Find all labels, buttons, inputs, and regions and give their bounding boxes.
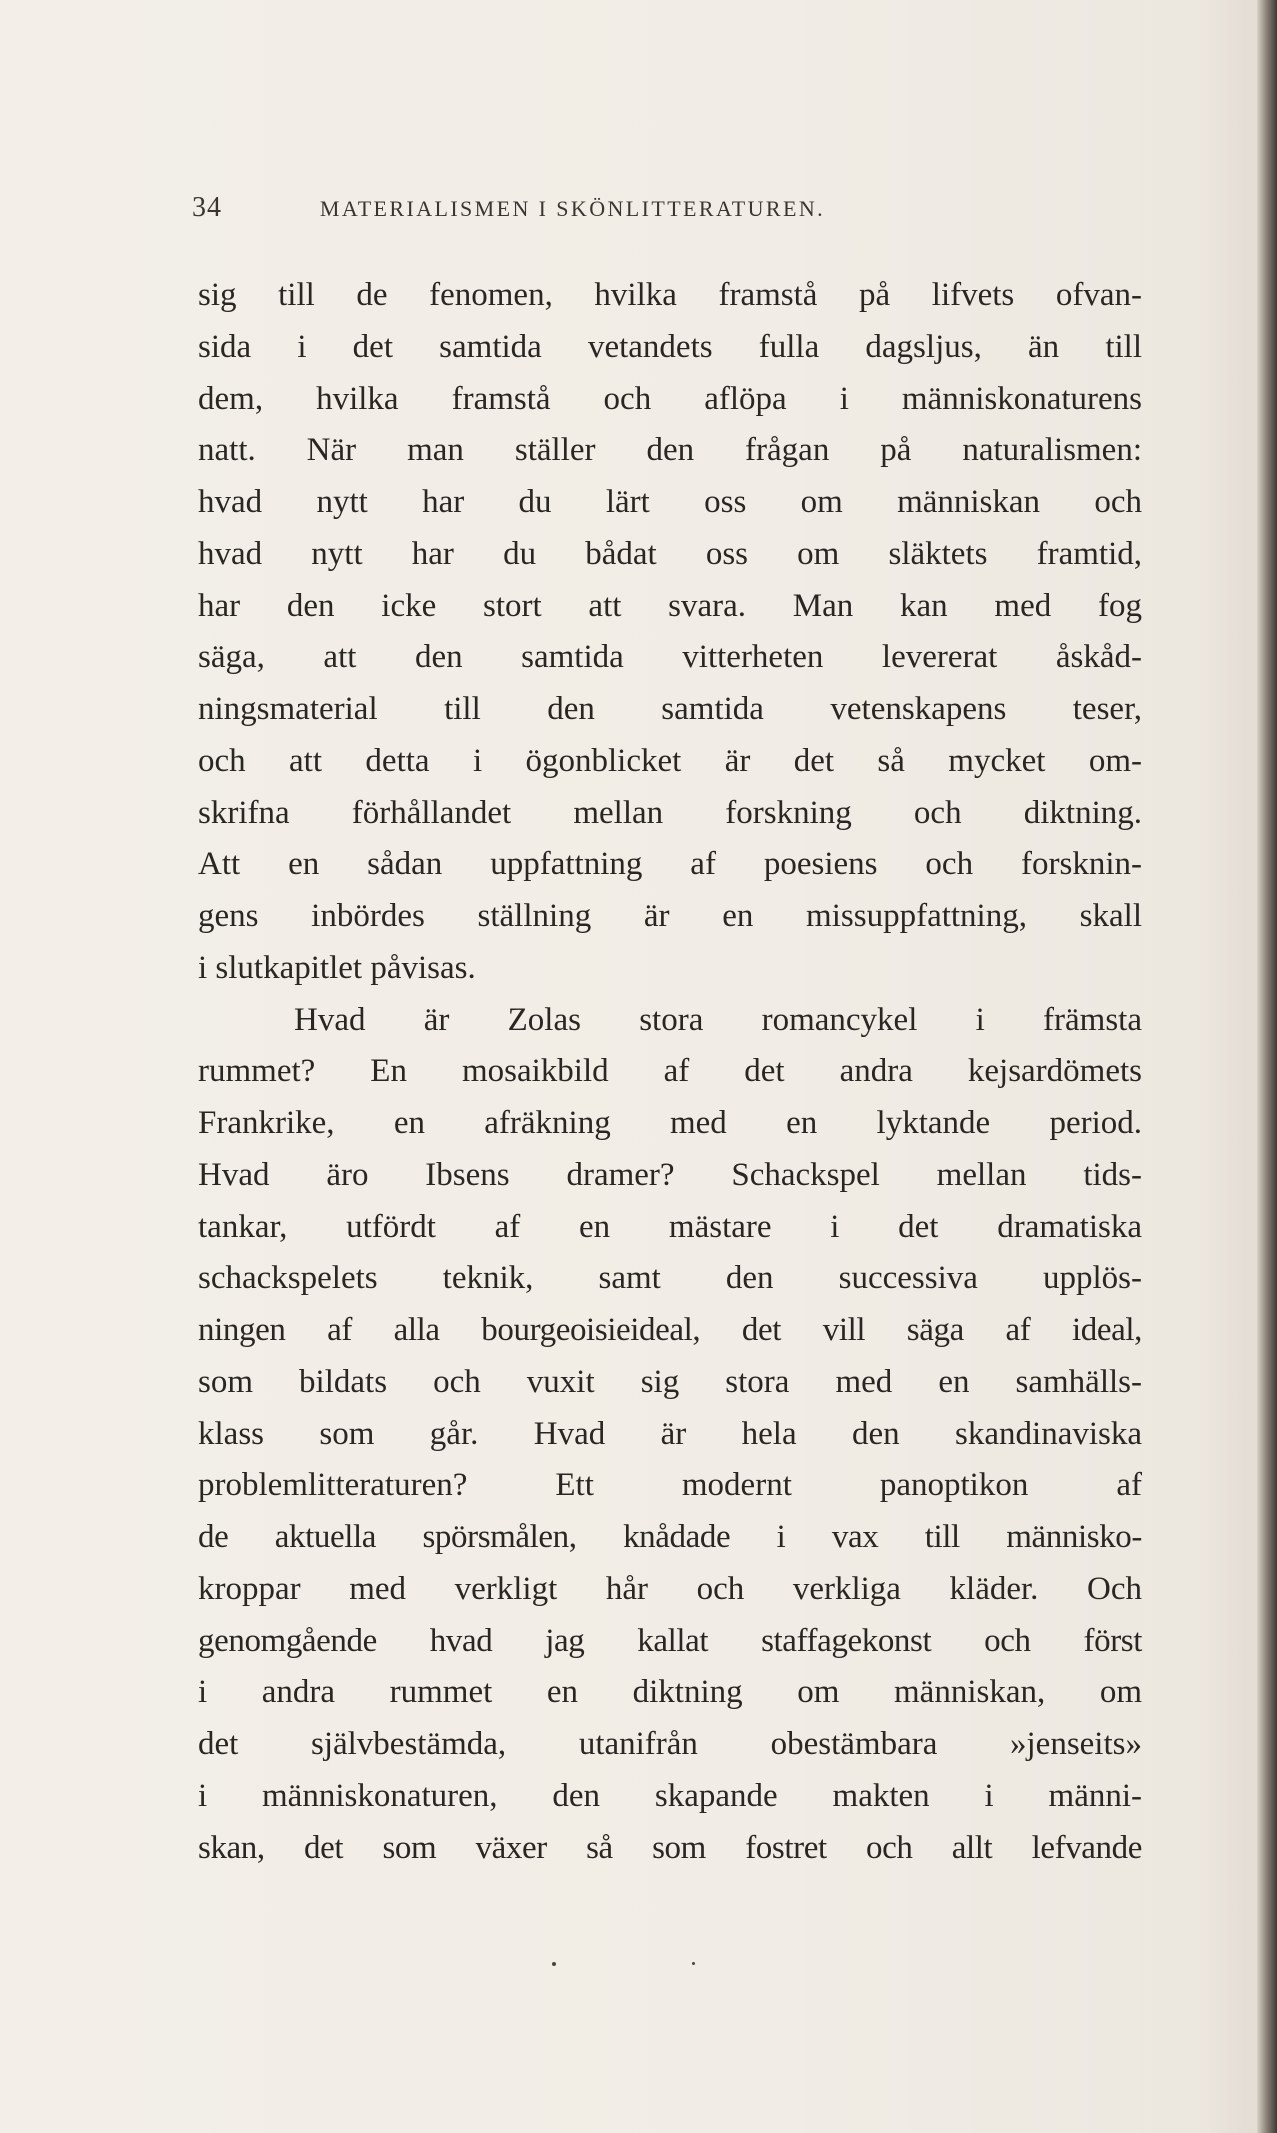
text-line: genomgående hvad jag kallat staffagekonst och först — [198, 1622, 1142, 1659]
text-line: rummet? En mosaikbild af det andra kejsardömets — [198, 1053, 1142, 1090]
ink-speck — [692, 1962, 695, 1965]
page-number: 34 — [192, 192, 222, 223]
text-line: Frankrike, en afräkning med en lyktande period. — [198, 1105, 1142, 1141]
text-line: dem, hvilka framstå och aflöpa i människonaturens — [198, 380, 1142, 417]
text-line: problemlitteraturen? Ett modernt panoptikon af — [198, 1467, 1142, 1504]
text-line: sida i det samtida vetandets fulla dagsljus, än till — [198, 328, 1142, 365]
text-line: hvad nytt har du lärt oss om människan och — [198, 484, 1142, 520]
running-head — [192, 192, 1092, 232]
text-line: schackspelets teknik, samt den successiva upplös- — [198, 1260, 1142, 1297]
text-line: Hvad äro Ibsens dramer? Schackspel mellan tids- — [198, 1156, 1142, 1193]
text-line: natt. När man ställer den frågan på naturalismen: — [198, 432, 1142, 469]
text-line: Att en sådan uppfattning af poesiens och forsknin- — [198, 846, 1142, 883]
text-line: det självbestämda, utanifrån obestämbara »jenseits» — [198, 1726, 1142, 1762]
text-line: har den icke stort att svara. Man kan med fog — [198, 587, 1142, 624]
text-line: de aktuella spörsmålen, knådade i vax till människo- — [198, 1519, 1142, 1555]
text-line: sig till de fenomen, hvilka framstå på lifvets ofvan- — [198, 277, 1142, 313]
text-line: tankar, utfördt af en mästare i det dramatiska — [198, 1208, 1142, 1245]
text-line: kroppar med verkligt hår och verkliga kläder. Och — [198, 1570, 1142, 1607]
paragraph-start-line: Hvad är Zolas stora romancykel i främsta — [294, 1001, 1142, 1038]
ink-speck — [552, 1962, 556, 1966]
text-line: som bildats och vuxit sig stora med en samhälls- — [198, 1363, 1142, 1400]
text-line: i andra rummet en diktning om människan, om — [198, 1674, 1142, 1711]
text-line: och att detta i ögonblicket är det så mycket om- — [198, 742, 1142, 779]
text-line: ningen af alla bourgeoisieideal, det vill säga af ideal, — [198, 1312, 1142, 1348]
text-line: säga, att den samtida vitterheten levererat åskåd- — [198, 639, 1142, 676]
text-line: i människonaturen, den skapande makten i männi- — [198, 1777, 1142, 1814]
paragraph-end-line: i slutkapitlet påvisas. — [198, 949, 476, 986]
text-line: ningsmaterial till den samtida vetenskapens teser, — [198, 691, 1142, 727]
page-edge-shadow — [1257, 0, 1277, 2133]
text-line: skrifna förhållandet mellan forskning och diktning. — [198, 794, 1142, 831]
body-text — [198, 270, 1142, 1874]
text-line: hvad nytt har du bådat oss om släktets framtid, — [198, 535, 1142, 572]
text-line: gens inbördes ställning är en missuppfattning, skall — [198, 898, 1142, 934]
text-line: skan, det som växer så som fostret och allt lefvande — [198, 1829, 1142, 1866]
text-line: klass som går. Hvad är hela den skandinaviska — [198, 1415, 1142, 1452]
running-title: MATERIALISMEN I SKÖNLITTERATUREN. — [319, 196, 826, 221]
